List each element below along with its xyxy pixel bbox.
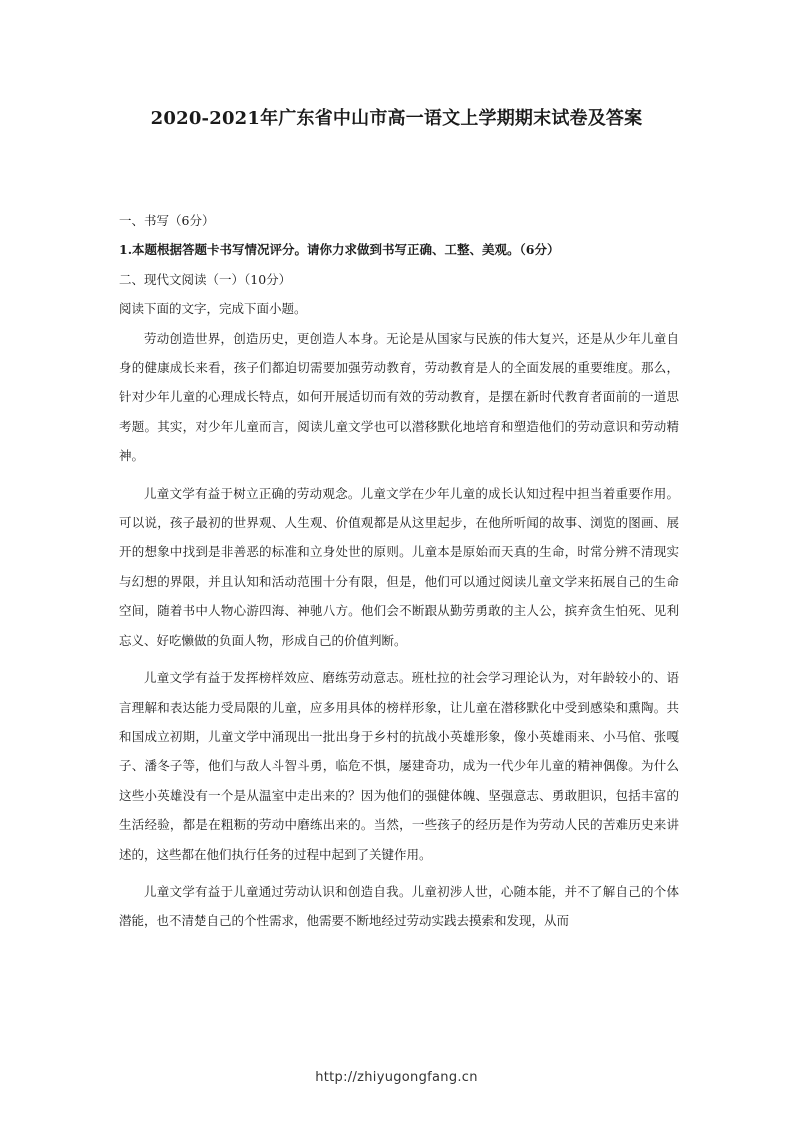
body-paragraph: 儿童文学有益于树立正确的劳动观念。儿童文学在少年儿童的成长认知过程中担当着重要作用。可以说，孩子最初的世界观、人生观、价值观都是从这里起步，在他所听闻的故事、浏览的图画、展开的想象中找到是非善恶的标准和立身处世的原则。儿童本是原始而天真的生命，时常分辨不清现实与幻想的界限，并且认知和活动范围十分有限，但是，他们可以通过阅读儿童文学来拓展自己的生命空间，随着书中人物心游四海、神驰八方。他们会不断跟从勤劳勇敢的主人公，摈弃贪生怕死、见利忘义、好吃懒做的负面人物，形成自己的价值判断。: [119, 485, 679, 648]
reading-instruction: 阅读下面的文字，完成下面小题。: [119, 301, 307, 317]
body-paragraph: 儿童文学有益于发挥榜样效应、磨练劳动意志。班杜拉的社会学习理论认为，对年龄较小的、语言理解和表达能力受局限的儿童，应多用具体的榜样形象，让儿童在潜移默化中受到感染和熏陶。共和国成立初期，儿童文学中涌现出一批出身于乡村的抗战小英雄形象，像小英雄雨来、小马倌、张嘎子、潘冬子等，他们与敌人斗智斗勇，临危不惧，屡建奇功，成为一代少年儿童的精神偶像。为什么这些小英雄没有一个是从温室中走出来的？因为他们的强健体魄、坚强意志、勇敢胆识，包括丰富的生活经验，都是在粗粝的劳动中磨练出来的。当然，一些孩子的经历是作为劳动人民的苦难历史来讲述的，这些都在他们执行任务的过程中起到了关键作用。: [119, 670, 679, 862]
section-heading-writing: 一、书写（6分）: [119, 213, 215, 228]
footer-url[interactable]: http://zhiyugongfang.cn: [315, 1070, 478, 1085]
document-body: [119, 206, 679, 936]
question-1: 1.本题根据答题卡书写情况评分。请你力求做到书写正确、工整、美观。（6分）: [119, 242, 560, 258]
document-title: 2020-2021年广东省中山市高一语文上学期期末试卷及答案: [150, 108, 643, 129]
section-heading-reading: 二、现代文阅读（一）（10分）: [119, 271, 292, 287]
body-paragraph: 儿童文学有益于儿童通过劳动认识和创造自我。儿童初涉人世，心随本能，并不了解自己的个体潜能，也不清楚自己的个性需求，他需要不断地经过劳动实践去摸索和发现，从而: [119, 883, 679, 929]
body-paragraph: 劳动创造世界，创造历史，更创造人本身。无论是从国家与民族的伟大复兴，还是从少年儿童自身的健康成长来看，孩子们都迫切需要加强劳动教育，劳动教育是人的全面发展的重要维度。那么，针对少年儿童的心理成长特点，如何开展适切而有效的劳动教育，是摆在新时代教育者面前的一道思考题。其实，对少年儿童而言，阅读儿童文学也可以潜移默化地培育和塑造他们的劳动意识和劳动精神。: [119, 330, 679, 464]
